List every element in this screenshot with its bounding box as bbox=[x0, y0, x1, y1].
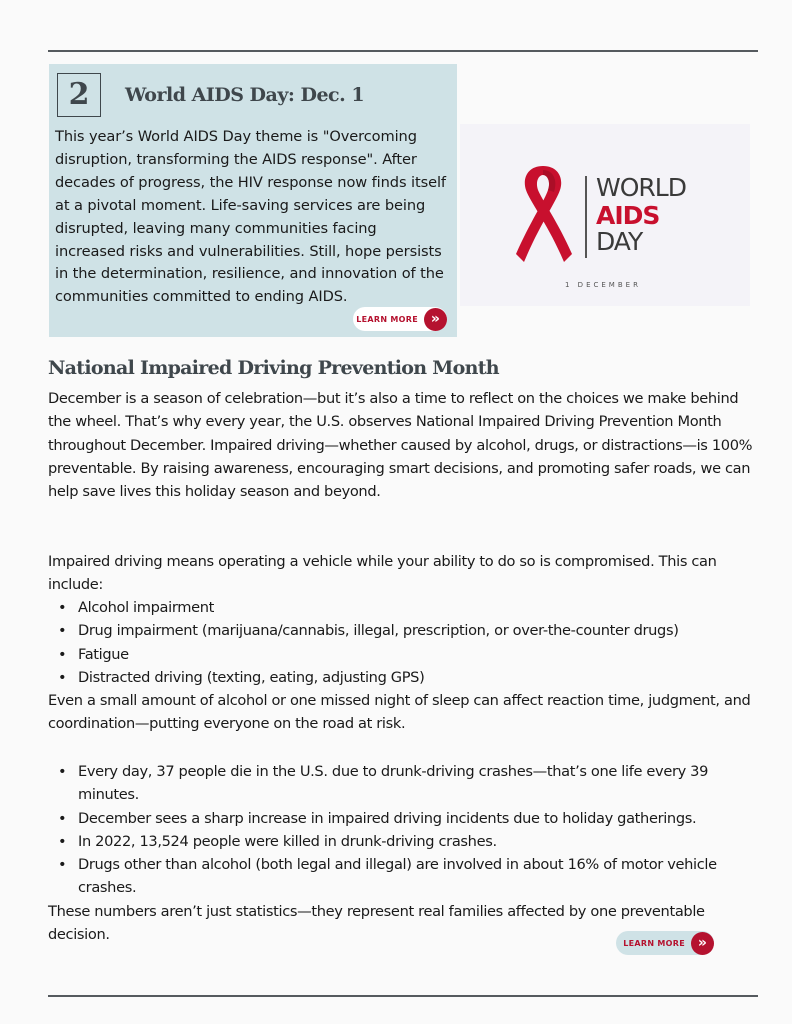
logo-divider bbox=[585, 176, 587, 258]
double-chevron-right-icon: » bbox=[691, 932, 714, 955]
red-ribbon-icon bbox=[508, 162, 578, 272]
impaired-driving-intro: December is a season of celebration—but it’s also a time to reflect on the choices we make behind the wheel. That’s why every year, the U.S. observes National Impaired Driving Prevention Month throughout December. Impaired driving—whether caused by alcohol, drugs, or distractions—is 100% preventable. By raising awareness, encouraging smart decisions, and promoting safer roads, we can help save lives this holiday season and beyond. bbox=[48, 390, 753, 501]
logo-date: 1 DECEMBER bbox=[565, 281, 641, 289]
stats-list bbox=[48, 760, 760, 900]
list-item: • Every day, 37 people die in the U.S. due to drunk-driving crashes—that’s one life every 39 minutes. bbox=[78, 760, 760, 807]
list-item: • Alcohol impairment bbox=[78, 596, 760, 619]
list-item: • Drugs other than alcohol (both legal and illegal) are involved in about 16% of motor vehicle crashes. bbox=[78, 853, 760, 900]
bottom-divider bbox=[48, 995, 758, 997]
double-chevron-right-icon: » bbox=[424, 308, 447, 331]
closing-statement: These numbers aren’t just statistics—they represent real families affected by one preventable decision. bbox=[48, 903, 705, 944]
aids-learn-more-button[interactable] bbox=[353, 307, 447, 331]
list-item: • Distracted driving (texting, eating, adjusting GPS) bbox=[78, 666, 760, 689]
logo-aids: AIDS bbox=[596, 201, 660, 230]
list-item: • Fatigue bbox=[78, 643, 760, 666]
top-divider bbox=[48, 50, 758, 52]
section-number: 2 bbox=[57, 73, 101, 117]
impaired-driving-definition: Impaired driving means operating a vehicle while your ability to do so is compromised. This can include: bbox=[48, 553, 717, 594]
world-aids-day-title: World AIDS Day: Dec. 1 bbox=[125, 84, 365, 106]
list-item: • Drug impairment (marijuana/cannabis, illegal, prescription, or over-the-counter drugs) bbox=[78, 619, 760, 642]
impaired-driving-heading: National Impaired Driving Prevention Month bbox=[48, 357, 499, 379]
world-aids-day-box bbox=[49, 64, 457, 337]
list-item: • December sees a sharp increase in impaired driving incidents due to holiday gatherings. bbox=[78, 807, 760, 830]
list-item: • In 2022, 13,524 people were killed in drunk-driving crashes. bbox=[78, 830, 760, 853]
learn-more-label: LEARN MORE bbox=[623, 938, 685, 948]
learn-more-label: LEARN MORE bbox=[356, 314, 418, 324]
world-aids-day-image bbox=[460, 124, 750, 306]
risk-note: Even a small amount of alcohol or one missed night of sleep can affect reaction time, judgment, and coordination—putting everyone on the road at risk. bbox=[48, 692, 751, 733]
logo-day: DAY bbox=[596, 227, 643, 256]
impairment-list bbox=[48, 596, 760, 689]
world-aids-day-body: This year’s World AIDS Day theme is "Overcoming disruption, transforming the AIDS response". After decades of progress, the HIV response now finds itself at a pivotal moment. Life-saving services are being disrupted, leaving many communities facing increased risks and vulnerabilities. Still, hope persists in the determination, resilience, and innovation of the communities committed to ending AIDS. bbox=[55, 128, 446, 306]
logo-world: WORLD bbox=[596, 173, 686, 202]
driving-learn-more-button[interactable] bbox=[616, 931, 714, 955]
